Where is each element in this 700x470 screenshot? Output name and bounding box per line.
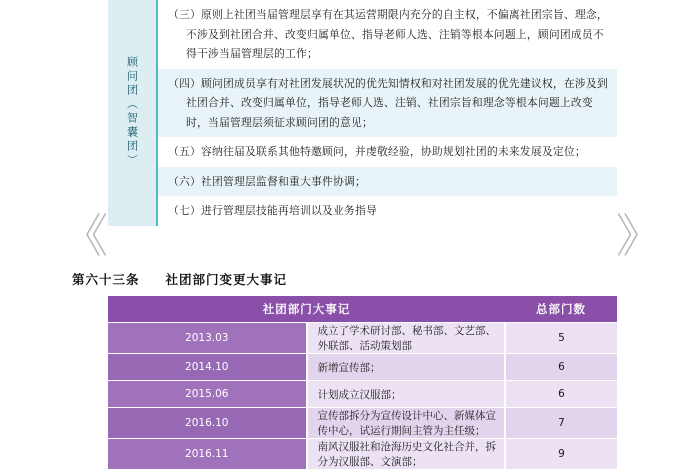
- clause-cell: [157, 196, 617, 226]
- clause-cell: [157, 0, 617, 69]
- decorative-bracket-left: 《: [62, 209, 108, 263]
- clause-item: （五）容纳往届及联系其他特邀顾问，并虔敬经验，协助规划社团的未来发展及定位；: [158, 137, 617, 167]
- row-date: 2014.10: [108, 354, 307, 381]
- row-count: 5: [505, 323, 617, 354]
- row-text: 宣传部拆分为宣传设计中心、新媒体宣传中心，试运行期间主管为主任级；: [307, 408, 506, 439]
- article-heading: [72, 270, 287, 288]
- table-row: [108, 323, 617, 354]
- row-date: 2015.06: [108, 381, 307, 408]
- row-text: 计划成立汉服部；: [307, 381, 506, 408]
- table-row: [108, 408, 617, 439]
- row-text: 成立了学术研讨部、秘书部、文艺部、外联部、活动策划部: [307, 323, 506, 354]
- row-text: 新增宣传部；: [307, 354, 506, 381]
- row-date: 2013.03: [108, 323, 307, 354]
- decorative-bracket-right: 》: [616, 209, 662, 263]
- row-count: 9: [505, 439, 617, 470]
- row-count: 6: [505, 354, 617, 381]
- clause-cell: [157, 69, 617, 138]
- header-title: 社团部门大事记: [108, 296, 505, 323]
- row-date: 2016.11: [108, 439, 307, 470]
- sidebar-label-text: 顾问团（智囊团）: [125, 56, 139, 168]
- row-text: 南风汉服社和沧海历史文化社合并，拆分为汉服部、文演部；: [307, 439, 506, 470]
- clause-item: （六）社团管理层监督和重大事件协调；: [158, 167, 617, 197]
- row-count: 7: [505, 408, 617, 439]
- clauses-table: [108, 0, 617, 226]
- clause-cell: [157, 167, 617, 197]
- sidebar-label-cell: [108, 0, 157, 226]
- clause-item: （四）顾问团成员享有对社团发展状况的优先知情权和对社团发展的优先建议权，在涉及到社团合并、改变归属单位，指导老师人选、注销、社团宗旨和理念等根本问题上改变时，当届管理层须征求顾问团的意见；: [158, 69, 617, 138]
- row-date: 2016.10: [108, 408, 307, 439]
- clause-cell: [157, 137, 617, 167]
- table-row: [108, 381, 617, 408]
- table-row: [108, 354, 617, 381]
- header-count: 总部门数: [505, 296, 617, 323]
- clause-item: （三）原则上社团当届管理层享有在其运营期限内充分的自主权，不偏离社团宗旨、理念，不涉及到社团合并、改变归属单位、指导老师人选、注销等根本问题上，顾问团成员不得干涉当届管理层的工作；: [158, 0, 617, 69]
- table-row: [108, 439, 617, 470]
- table-header-row: [108, 296, 617, 323]
- clause-item: （七）进行管理层技能再培训以及业务指导: [158, 196, 617, 226]
- article-number: 第六十三条: [72, 272, 140, 287]
- events-table: [108, 296, 617, 470]
- article-title: 社团部门变更大事记: [165, 272, 288, 287]
- row-count: 6: [505, 381, 617, 408]
